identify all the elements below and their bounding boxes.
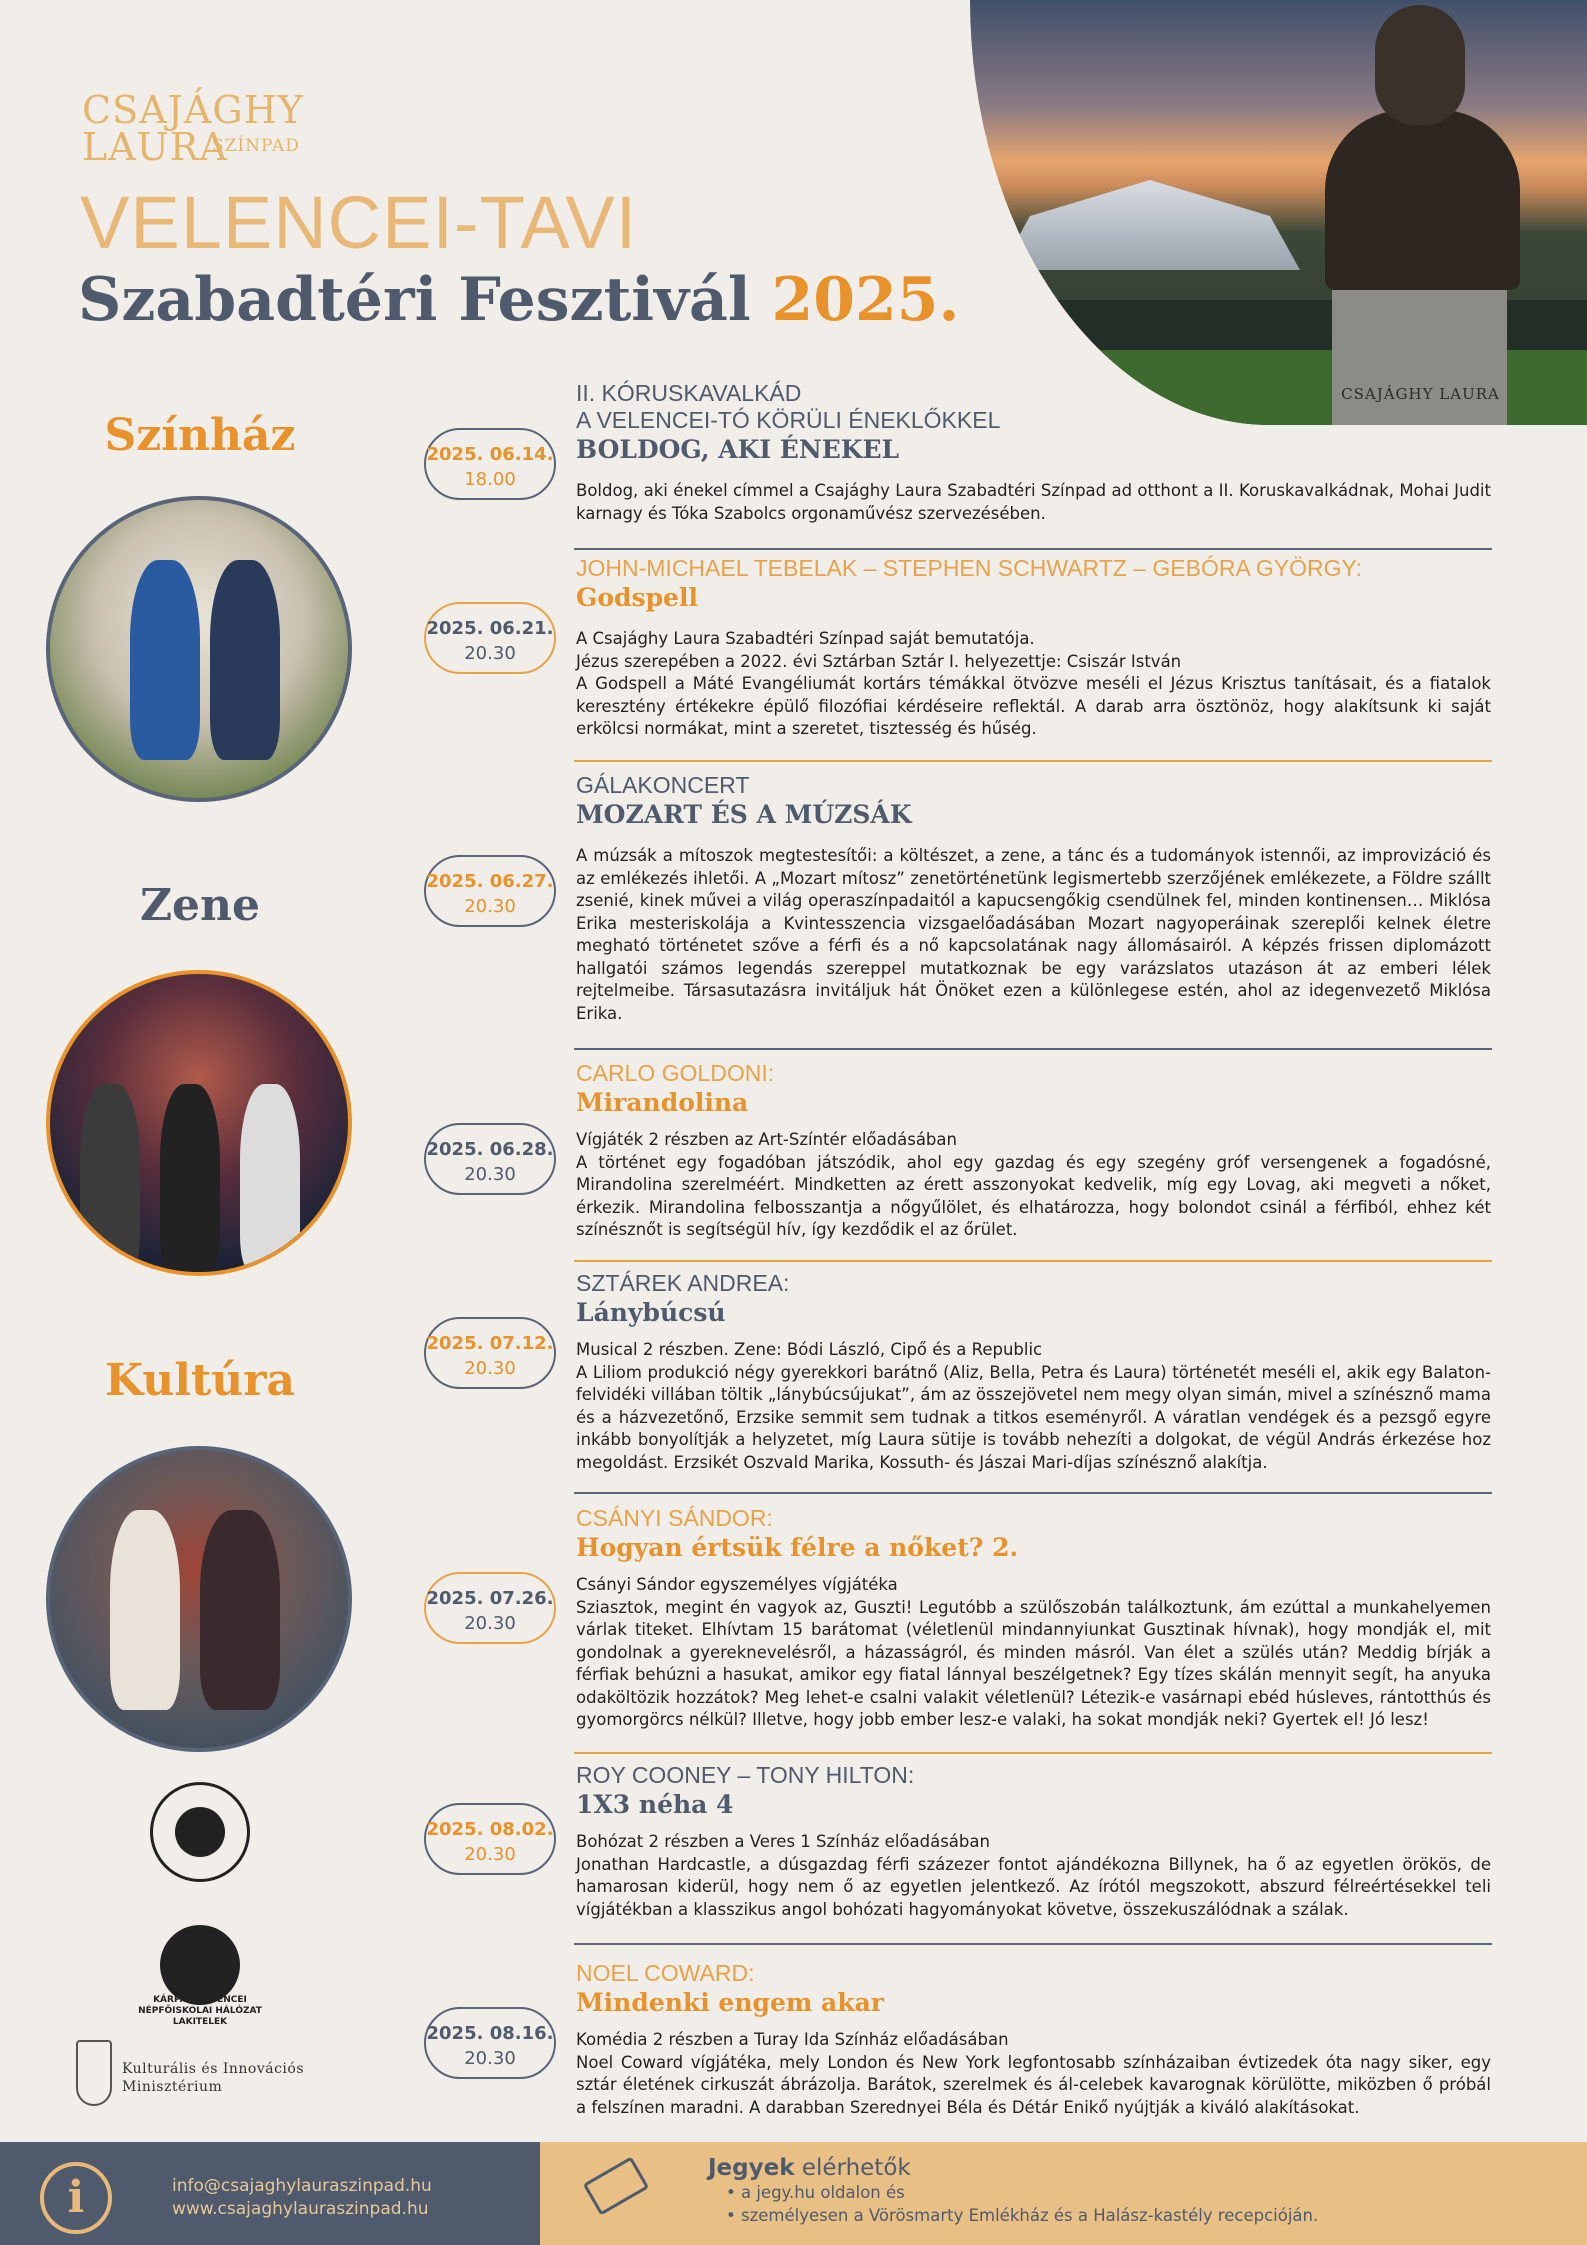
date-text: 2025. 07.26. [426,1588,554,1609]
hero-photo [970,0,1587,425]
event-description: Musical 2 részben. Zene: Bódi László, Cipő és a Republic A Liliom produkció négy gyerekkori barátnő (Aliz, Bella, Petra és Laura) történetét meséli el, akik egy Balaton-felvidéki villában töltik „lánybúcsújukat”, ám az összejövetel nem megy olyan simán, mivel a színésznő mama és a házvezetőnő, Erzsike semmit sem tudnak a titkos eseményről. A váratlan vendégek és a pezsgő egyre inkább bonyolítják a helyzetet, míg Laura sütije is tovább nehezíti a dolgokat, de végül András érkezése hoz megoldást. Erzsikét Oszvald Marika, Kossuth- és Jászai Mari-díjas színésznő alakítja. [576,1340,1491,1472]
event-divider [574,760,1492,762]
festival-logo [82,88,312,169]
date-text: 2025. 07.12. [426,1333,554,1354]
tickets-heading-rest: elérhetők [794,2155,911,2181]
seal-center-shape [175,1807,225,1857]
event-supertitle: SZTÁREK ANDREA: [576,1270,790,1296]
category-culture: Kultúra [105,1355,295,1406]
coat-of-arms-icon [76,2040,112,2106]
ministry-name: Kulturális és Innovációs Minisztérium [122,2061,305,2095]
event-description: Csányi Sándor egyszemélyes vígjátéka Sziasztok, megint én vagyok az, Guszti! Legutóbb a szülőszobán találkoztunk, ám ezúttal a munkahelyemen várlak titeket. Elhívtam 15 barátomat (véletlenül mindannyiunkat Gusztinak hívnak), hogy mondják el, mit gondolnak a gyereknevelésről, a házasságról, és minden másról. Van élet a szülés után? Meddig bírják a férfiak behúzni a hasukat, amikor egy fiatal lánnyal beszélgetnek? Egy tízes skálán mennyit segít, ha anyuka odaköltözik hozzátok? Meg lehet-e csalni valakit véletlenül? Létezik-e vasárnapi ebéd húsleves, rántotthús és gyomorgörcs nélkül? Illetve, hogy jobb ember lesz-e valaki, ha sokat mondják neki? Gyertek el! Jó lesz! [576,1575,1491,1729]
figure-shape [80,1084,140,1274]
event-supertitle: NOEL COWARD: [576,1960,755,1986]
event-divider [574,1752,1492,1754]
figure-shape [200,1510,280,1710]
event-date-8 [424,2007,556,2079]
ticket-option: • a jegy.hu oldalon és [726,2181,1318,2204]
event-divider [574,1943,1492,1945]
event-title: Mirandolina [576,1088,749,1117]
category-theatre: Színház [104,410,296,461]
event-title: Mindenki engem akar [576,1988,884,2017]
event-description: Bohózat 2 részben a Veres 1 Színház előadásában Jonathan Hardcastle, a dúsgazdag férfi százezer fontot ajándékozna Billynek, ha ő az egyetlen örökös, de hamarosan kiderül, hogy nem ő az egyetlen jelentkező. Az írótól megszokott, abszurd félreértésekkel teli vígjátékban a klasszikus angol bohózati hagyományokat követve, összekuszálódnak a szálak. [576,1832,1491,1919]
logo-line2: LAURA [82,125,228,169]
tickets-list [726,2181,1318,2227]
time-text: 20.30 [464,896,516,917]
figure-shape [110,1510,180,1710]
date-text: 2025. 06.21. [426,618,554,639]
website-link[interactable]: www.csajaghylauraszinpad.hu [172,2199,429,2219]
event-6 [576,1505,1491,1732]
contact-info [172,2175,432,2221]
event-description: Komédia 2 részben a Turay Ida Színház előadásában Noel Coward vígjátéka, mely London és New York legfontosabb színházaiban évtizedek óta nagy siker, egy sztár életének cirkuszát ábrázolja. Barátok, szerelmek és ál-celebek kavarognak körülötte, miközben ő próbál a felszínen maradni. A darabban Szerednyei Béla és Détár Enikő nyújtják a kiváló alakításokat. [576,2030,1491,2117]
event-date-5 [424,1317,556,1389]
email-link[interactable]: info@csajaghylauraszinpad.hu [172,2176,432,2196]
category-music: Zene [139,880,261,931]
page-title-main: Szabadtéri Fesztivál [78,265,751,335]
bust-body-shape [1325,110,1520,290]
time-text: 20.30 [464,1844,516,1865]
event-2 [576,555,1491,741]
network-seal-logo [160,1925,240,2005]
event-title: Hogyan értsük félre a nőket? 2. [576,1533,1019,1562]
logo-line3: SZÍNPAD [212,136,300,156]
event-5 [576,1270,1491,1474]
figure-shape [240,1084,300,1274]
event-supertitle: GÁLAKONCERT [576,772,750,798]
event-divider [574,1492,1492,1494]
time-text: 20.30 [464,643,516,664]
logo-line1: CSAJÁGHY [82,88,304,132]
event-divider [574,1048,1492,1050]
event-title: 1X3 néha 4 [576,1790,734,1819]
event-title: Godspell [576,583,698,612]
event-title: MOZART ÉS A MÚZSÁK [576,800,912,829]
tickets-heading [708,2155,1318,2181]
photo-theatre [46,496,352,802]
ministry-logo [76,2040,366,2110]
event-description: A Csajághy Laura Szabadtéri Színpad saját bemutatója. Jézus szerepében a 2022. évi Sztárban Sztár I. helyezettje: Csiszár István A Godspell a Máté Evangéliumát kortárs témákkal ötvözve meséli el Jézus Krisztus tanításait, és a fiatalok keresztény értékekre épülő filozófiai kérdéseire reflektál. A darab arra ösztönöz, hogy alakítsunk ki saját erkölcsi normákat, mint a szeretet, tisztesség és hűség. [576,629,1491,738]
bust-head-shape [1375,5,1465,125]
figure-shape [210,560,280,760]
event-8 [576,1960,1491,2119]
time-text: 20.30 [464,1164,516,1185]
page-title-line1: VELENCEI-TAVI [80,181,638,264]
page-title-line2 [78,265,959,335]
stage-tent-shape [1000,180,1300,270]
date-text: 2025. 08.16. [426,2023,554,2044]
event-date-2 [424,602,556,674]
event-title: Lánybúcsú [576,1298,726,1327]
event-7 [576,1762,1491,1921]
event-date-6 [424,1572,556,1644]
tickets-heading-bold: Jegyek [708,2155,795,2181]
event-description: Vígjáték 2 részben az Art-Színtér előadásában A történet egy fogadóban játszódik, ahol egy gazdag és egy szegény gróf versengenek a fogadósné, Mirandolina szerelméért. Mindketten az érett asszonyokat kedvelik, míg egy Lovag, aki megveti a nőket, érkezik. Mirandolina felbosszantja a nőgyűlölet, és elhatározza, hogy bolondot csinál a férfiból, ehhez két színésznőt is segítségül hív, így kezdődik el az őrület. [576,1130,1491,1239]
event-supertitle: ROY COONEY – TONY HILTON: [576,1762,915,1788]
date-text: 2025. 06.14. [426,444,554,465]
time-text: 20.30 [464,1613,516,1634]
event-date-3 [424,855,556,927]
time-text: 18.00 [464,469,516,490]
event-date-1 [424,428,556,500]
event-supertitle: II. KÓRUSKAVALKÁD A VELENCEI-TÓ KÖRÜLI ÉNEKLŐKKEL [576,380,1001,433]
nepfoiskola-seal-logo [150,1782,250,1882]
statue-plaque: CSAJÁGHY LAURA [1341,385,1500,403]
page-title-year: 2025. [771,265,960,335]
date-text: 2025. 08.02. [426,1819,554,1840]
time-text: 20.30 [464,1358,516,1379]
photo-culture [46,1446,352,1752]
tickets-info [708,2155,1318,2227]
figure-shape [160,1084,220,1274]
info-icon: i [40,2162,112,2234]
event-1 [576,380,1491,525]
date-text: 2025. 06.28. [426,1139,554,1160]
event-supertitle: JOHN-MICHAEL TEBELAK – STEPHEN SCHWARTZ – GEBÓRA GYÖRGY: [576,555,1363,581]
event-description: Boldog, aki énekel címmel a Csajághy Laura Szabadtéri Színpad ad otthont a II. Koruskavalkádnak, Mohai Judit karnagy és Tóka Szabolcs orgonaművész szervezésében. [576,481,1491,523]
ticket-option: • személyesen a Vörösmarty Emlékház és a Halász-kastély recepcióján. [726,2204,1318,2227]
figure-shape [130,560,200,760]
event-description: A múzsák a mítoszok megtestesítői: a költészet, a zene, a tánc és a tudományok istennői, az improvizáció és az emlékezés ihletői. A „Mozart mítosz” zenetörténetünk legismertebb szerzőjének emlékezete, a Földre szállt zsenié, kinek művei a világ operaszínpadaitól a kapucsengőkig csendülnek fel, minden kontinensen… Miklósa Erika mesteriskolája a Kvintesszencia vizsgaelőadásában Mozart nagyoperáinak szereplői kelnek életre megható történetet szőve a férfi és a nő kapcsolatának nagy állomásairól. A képzés frissen diplomázott hallgatói számos legendás szereppel mutatkoznak be egy varázslatos utazáson át az emberi lélek rejtelmeibe. Társasutazásra invitáljuk hát Önöket ezen a különlegese estén, ahol az idegenvezető Miklósa Erika. [576,846,1491,1023]
photo-music [46,970,352,1276]
time-text: 20.30 [464,2048,516,2069]
event-title: BOLDOG, AKI ÉNEKEL [576,435,900,464]
network-seal-caption: KÁRPÁT-MEDENCEI NÉPFŐISKOLAI HÁLÓZAT LAKITELEK [138,1995,262,2027]
event-4 [576,1060,1491,1242]
event-supertitle: CARLO GOLDONI: [576,1060,775,1086]
event-date-4 [424,1123,556,1195]
event-date-7 [424,1803,556,1875]
date-text: 2025. 06.27. [426,871,554,892]
event-supertitle: CSÁNYI SÁNDOR: [576,1505,773,1531]
event-3 [576,772,1491,1025]
event-divider [574,1260,1492,1262]
event-divider [574,548,1492,550]
